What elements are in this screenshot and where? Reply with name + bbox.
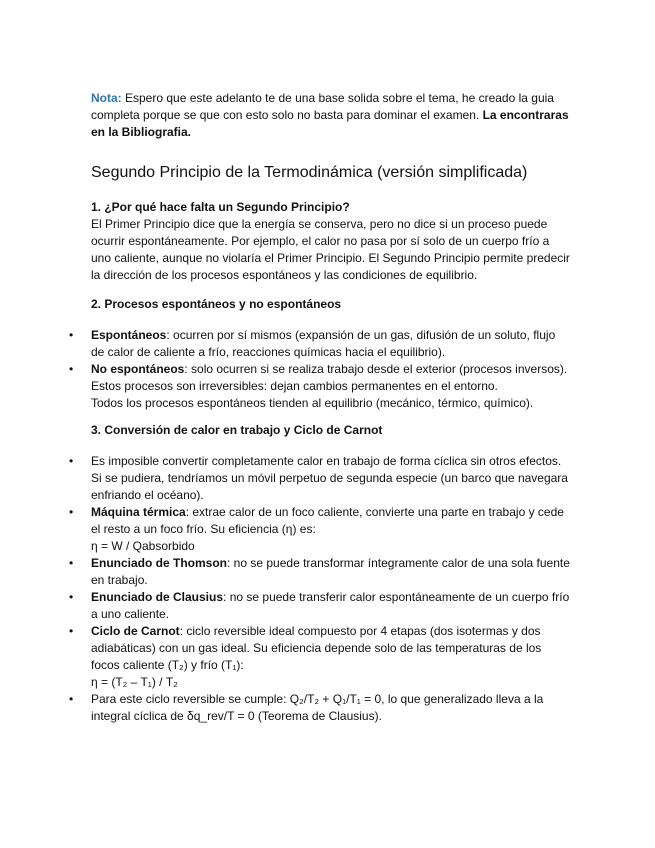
bullet-icon: •	[69, 328, 74, 342]
document-title: Segundo Principio de la Termodinámica (versión simplificada)	[91, 164, 528, 181]
list-item	[69, 691, 571, 725]
bullet-icon: •	[69, 362, 74, 376]
list-item-text: : no se puede transformar íntegramente calor de una sola fuente en trabajo.	[91, 556, 570, 587]
list-item-term: Enunciado de Thomson	[91, 556, 228, 570]
section-1-heading: 1. ¿Por qué hace falta un Segundo Principio?	[91, 200, 350, 214]
carnot-formula: η = (T₂ – T₁) / T₂	[91, 675, 178, 689]
section-3-heading: 3. Conversión de calor en trabajo y Ciclo de Carnot	[91, 423, 383, 437]
list-item	[69, 589, 571, 623]
section-3-list	[69, 453, 571, 725]
list-item-term: Máquina térmica	[91, 505, 186, 519]
list-item-text: : solo ocurren si se realiza trabajo desde el exterior (procesos inversos). Estos procesos son irreversibles: dejan cambios permanentes en el entorno.	[91, 362, 568, 393]
section-1-body: El Primer Principio dice que la energía se conserva, pero no dice si un proceso puede ocurrir espontáneamente. Por ejemplo, el calor no pasa por sí solo de un cuerpo frío a uno caliente, aunque no violaría el Primer Principio. El Segundo Principio permite predecir la dirección de los procesos espontáneos y las condiciones de equilibrio.	[91, 217, 570, 282]
section-3	[69, 422, 571, 725]
list-item-term: No espontáneos	[91, 362, 185, 376]
efficiency-formula: η = W / Qabsorbido	[91, 539, 195, 553]
intro-note	[91, 90, 571, 141]
list-item	[69, 361, 571, 412]
bullet-icon: •	[69, 556, 74, 570]
list-item	[69, 623, 571, 691]
list-item-text: : no se puede transferir calor espontáneamente de un cuerpo frío a uno caliente.	[91, 590, 570, 621]
list-item-text: Es imposible convertir completamente calor en trabajo de forma cíclica sin otros efectos. Si se pudiera, tendríamos un móvil perpetuo de segunda especie (un barco que navegara enfriando el océano).	[91, 454, 568, 502]
section-2-heading: 2. Procesos espontáneos y no espontáneos	[91, 297, 342, 311]
document-content	[69, 90, 571, 725]
list-item	[69, 504, 571, 555]
list-item-term: Ciclo de Carnot	[91, 624, 180, 638]
bullet-icon: •	[69, 692, 74, 706]
note-label: Nota:	[91, 91, 122, 105]
list-item	[69, 327, 571, 361]
section-2-list	[69, 327, 571, 412]
note-bold-text: La encontraras en la Bibliografia.	[91, 108, 569, 139]
list-item-text: Para este ciclo reversible se cumple: Q₂/T₂ + Q₁/T₁ = 0, lo que generalizado lleva a la integral cíclica de δq_rev/T = 0 (Teorema de Clausius).	[91, 692, 544, 723]
list-item	[69, 555, 571, 589]
list-item-term: Enunciado de Clausius	[91, 590, 224, 604]
list-item-text: : ocurren por sí mismos (expansión de un gas, difusión de un soluto, flujo de calor de caliente a frío, reacciones químicas hacia el equilibrio).	[91, 328, 556, 359]
section-1	[91, 199, 571, 284]
bullet-icon: •	[69, 590, 74, 604]
list-item-text: : extrae calor de un foco caliente, convierte una parte en trabajo y cede el resto a un foco frío. Su eficiencia (η) es:	[91, 505, 564, 536]
list-item	[69, 453, 571, 504]
bullet-icon: •	[69, 505, 74, 519]
list-item-extra: Todos los procesos espontáneos tienden al equilibrio (mecánico, térmico, químico).	[91, 396, 534, 410]
bullet-icon: •	[69, 454, 74, 468]
list-item-term: Espontáneos	[91, 328, 167, 342]
section-2	[69, 296, 571, 412]
bullet-icon: •	[69, 624, 74, 638]
note-text: Espero que este adelanto te de una base solida sobre el tema, he creado la guia completa porque se que con esto solo no basta para dominar el examen.	[91, 91, 554, 122]
list-item-text: : ciclo reversible ideal compuesto por 4 etapas (dos isotermas y dos adiabáticas) con un gas ideal. Su eficiencia depende solo de las temperaturas de los focos caliente (T₂) y frío (T₁):	[91, 624, 542, 672]
